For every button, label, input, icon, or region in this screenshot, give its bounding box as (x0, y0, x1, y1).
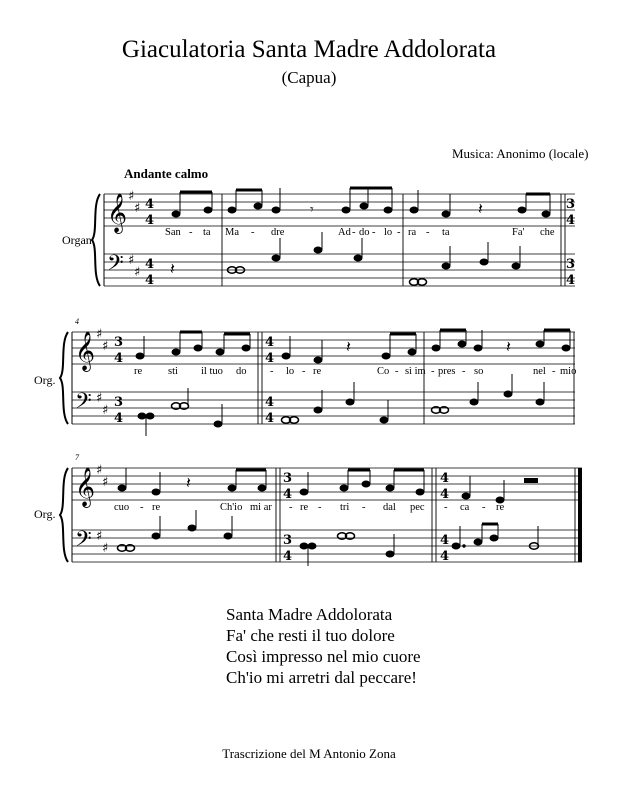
lyric-syllable: re (134, 366, 143, 377)
verse-line: Santa Madre Addolorata (226, 605, 393, 624)
final-barline (578, 468, 582, 562)
page-title: Giaculatoria Santa Madre Addolorata (121, 36, 497, 63)
lyric-hyphen: - (397, 227, 401, 238)
rest-icon: 𝄽 (506, 337, 511, 356)
sharp-icon: ♯ (134, 201, 141, 216)
lyrics-verse (226, 604, 421, 688)
lyric-hyphen: - (482, 502, 486, 513)
time-sig-den: 4 (265, 411, 275, 426)
sharp-icon: ♯ (96, 391, 103, 406)
bass-notes-1 (228, 232, 521, 285)
lyric-hyphen: - (372, 227, 376, 238)
system-1 (62, 188, 575, 288)
sharp-icon: ♯ (102, 339, 109, 354)
bass-staff-2 (72, 392, 575, 424)
bass-clef: 𝄢 (75, 527, 92, 557)
sharp-icon: ♯ (134, 265, 141, 280)
sharp-icon: ♯ (96, 463, 103, 478)
time-sig-num: 4 (145, 257, 155, 272)
lyric-syllable: pres (438, 366, 456, 377)
rest-icon: 𝄽 (186, 473, 191, 492)
time-sig-num: 4 (145, 197, 155, 212)
treble-notes-1 (172, 188, 550, 217)
lyric-hyphen: - (352, 227, 356, 238)
treble-staff-2 (72, 332, 575, 364)
time-sig-num: 3 (283, 471, 293, 486)
lyric-syllable: mi ar (250, 502, 272, 513)
time-sig-den: 4 (283, 549, 293, 564)
tempo-marking: Andante calmo (124, 166, 209, 181)
lyric-syllable: Ma (225, 227, 239, 238)
rest-icon: 𝄽 (346, 337, 351, 356)
lyric-syllable: Ad (338, 227, 351, 238)
instrument-label: Org. (34, 373, 56, 387)
sharp-icon: ♯ (102, 403, 109, 418)
verse-line: Fa' che resti il tuo dolore (226, 626, 395, 645)
lyric-syllable: Co (377, 366, 390, 377)
instrument-label: Organ (62, 233, 92, 247)
time-sig-num: 4 (440, 533, 450, 548)
time-sig-num: 3 (114, 395, 124, 410)
time-sig-den: 4 (145, 273, 155, 288)
bass-staff-3 (72, 530, 582, 562)
verse-line: Così impresso nel mio cuore (226, 647, 421, 666)
lyric-syllable: mio (560, 366, 577, 377)
rest-icon: 𝄾 (310, 202, 314, 218)
time-sig-den: 4 (283, 487, 293, 502)
lyric-syllable: Ch'io (220, 502, 243, 513)
lyric-syllable: San (165, 227, 181, 238)
lyric-syllable: dal (383, 502, 396, 513)
lyric-syllable: lo (384, 227, 393, 238)
bass-clef: 𝄢 (107, 251, 124, 281)
measure-number: 4 (75, 317, 79, 326)
lyric-syllable: nel (533, 366, 546, 377)
time-sig-num: 3 (566, 197, 576, 212)
treble-staff-3 (72, 468, 582, 500)
measure-number: 7 (75, 453, 79, 462)
lyric-syllable: re (152, 502, 161, 513)
treble-clef: 𝄞 (75, 467, 96, 507)
lyric-hyphen: - (431, 366, 435, 377)
system-2 (34, 317, 576, 436)
time-sig-num: 3 (114, 335, 124, 350)
treble-notes-2 (136, 330, 570, 363)
lyric-syllable: so (474, 366, 484, 377)
lyric-hyphen: - (426, 227, 430, 238)
time-sig-den: 4 (114, 351, 124, 366)
lyric-syllable: re (496, 502, 505, 513)
lyric-syllable: ca (460, 502, 470, 513)
lyric-syllable: Fa' (512, 227, 525, 238)
treble-staff-1 (104, 194, 575, 226)
bass-notes-2 (138, 374, 544, 436)
lyric-syllable: tri (340, 502, 350, 513)
lyric-syllable: ra (408, 227, 417, 238)
time-sig-num: 3 (566, 257, 576, 272)
verse-line: Ch'io mi arretri dal peccare! (226, 668, 417, 687)
instrument-label: Org. (34, 507, 56, 521)
sharp-icon: ♯ (96, 327, 103, 342)
time-sig-num: 4 (265, 335, 275, 350)
time-sig-num: 3 (283, 533, 293, 548)
brace (92, 194, 100, 286)
time-sig-den: 4 (145, 213, 155, 228)
lyric-syllable: re (300, 502, 309, 513)
lyric-syllable: pec (410, 502, 425, 513)
lyric-hyphen: - (395, 366, 399, 377)
lyric-syllable: sti (168, 366, 178, 377)
time-sig-num: 4 (265, 395, 275, 410)
lyric-hyphen: - (189, 227, 193, 238)
lyric-syllable: cuo (114, 502, 130, 513)
lyric-hyphen: - (552, 366, 556, 377)
composer-credit: Musica: Anonimo (locale) (452, 146, 589, 161)
lyric-hyphen: - (289, 502, 293, 513)
lyric-syllable: re (313, 366, 322, 377)
brace (60, 332, 68, 424)
lyric-hyphen: - (362, 502, 366, 513)
lyric-hyphen: - (462, 366, 466, 377)
lyrics-1 (165, 227, 555, 238)
lyric-hyphen: - (251, 227, 255, 238)
lyric-hyphen: - (302, 366, 306, 377)
treble-clef: 𝄞 (107, 193, 128, 233)
sharp-icon: ♯ (96, 529, 103, 544)
lyric-hyphen: - (140, 502, 144, 513)
lyric-syllable: sì im (405, 366, 426, 377)
time-sig-den: 4 (440, 549, 450, 564)
half-rest-icon (524, 478, 538, 483)
transcription-credit: Trascrizione del M Antonio Zona (222, 746, 396, 761)
time-sig-den: 4 (114, 411, 124, 426)
rest-icon: 𝄽 (478, 199, 483, 218)
system-3 (34, 453, 582, 566)
lyric-syllable: do (236, 366, 247, 377)
sharp-icon: ♯ (128, 253, 135, 268)
time-sig-den: 4 (566, 273, 576, 288)
time-sig-den: 4 (265, 351, 275, 366)
lyric-hyphen: - (270, 366, 274, 377)
lyrics-3 (114, 502, 504, 513)
page-subtitle: (Capua) (281, 68, 337, 87)
sharp-icon: ♯ (102, 475, 109, 490)
lyric-syllable: lo (286, 366, 295, 377)
lyric-syllable: ta (203, 227, 211, 238)
lyrics-2 (134, 366, 576, 377)
rest-icon: 𝄽 (170, 259, 175, 278)
brace (60, 468, 68, 562)
time-sig-num: 4 (440, 471, 450, 486)
treble-clef: 𝄞 (75, 331, 96, 371)
lyric-syllable: dre (271, 227, 285, 238)
time-sig-den: 4 (440, 487, 450, 502)
sharp-icon: ♯ (128, 189, 135, 204)
lyric-syllable: che (540, 227, 555, 238)
sharp-icon: ♯ (102, 541, 109, 556)
lyric-syllable: do (359, 227, 370, 238)
bass-clef: 𝄢 (75, 389, 92, 419)
time-sig-den: 4 (566, 213, 576, 228)
lyric-syllable: ta (442, 227, 450, 238)
lyric-syllable: il tuo (201, 366, 223, 377)
lyric-hyphen: - (318, 502, 322, 513)
lyric-hyphen: - (444, 502, 448, 513)
